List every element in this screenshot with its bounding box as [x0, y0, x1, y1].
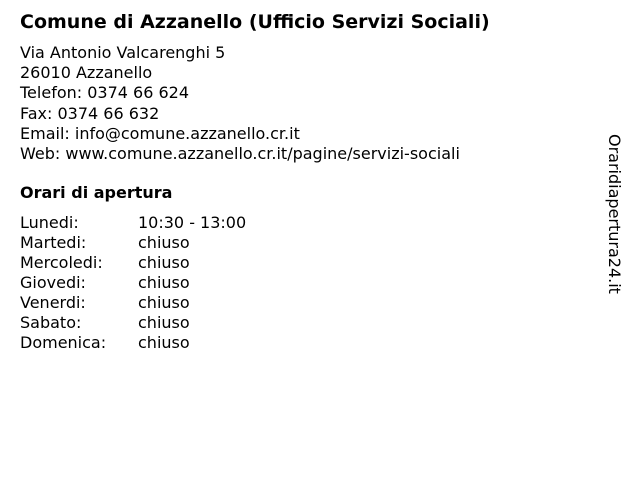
day-label: Martedi:: [20, 233, 87, 252]
hours-row-thursday: [20, 273, 320, 293]
hours-row-sunday: [20, 333, 320, 353]
day-hours: 10:30 - 13:00: [138, 213, 247, 232]
email-line: Email: info@comune.azzanello.cr.it: [20, 123, 300, 143]
hours-row-tuesday: [20, 233, 320, 253]
day-label: Venerdi:: [20, 293, 86, 312]
day-hours: chiuso: [138, 273, 190, 292]
address-street: Via Antonio Valcarenghi 5: [20, 43, 226, 62]
contact-block: [20, 43, 460, 164]
day-label: Mercoledi:: [20, 253, 103, 272]
day-hours: chiuso: [138, 233, 190, 252]
day-hours: chiuso: [138, 333, 190, 352]
page-title: Comune di Azzanello (Ufficio Servizi Sociali): [20, 11, 490, 33]
day-label: Domenica:: [20, 333, 107, 352]
address-city: 26010 Azzanello: [20, 63, 153, 83]
opening-hours-table: [20, 213, 320, 353]
phone-line: Telefon: 0374 66 624: [20, 83, 190, 103]
day-label: Giovedi:: [20, 273, 86, 292]
web-line: Web: www.comune.azzanello.cr.it/pagine/servizi-sociali: [20, 143, 460, 163]
day-hours: chiuso: [138, 313, 190, 332]
fax-line: Fax: 0374 66 632: [20, 103, 160, 123]
hours-row-monday: [20, 213, 320, 233]
day-label: Lunedi:: [20, 213, 79, 232]
hours-row-wednesday: [20, 253, 320, 273]
opening-hours-heading: Orari di apertura: [20, 183, 173, 202]
day-hours: chiuso: [138, 293, 190, 312]
hours-row-saturday: [20, 313, 320, 333]
site-watermark: Oraridiapertura24.it: [605, 134, 624, 294]
day-hours: chiuso: [138, 253, 190, 272]
day-label: Sabato:: [20, 313, 82, 332]
hours-row-friday: [20, 293, 320, 313]
